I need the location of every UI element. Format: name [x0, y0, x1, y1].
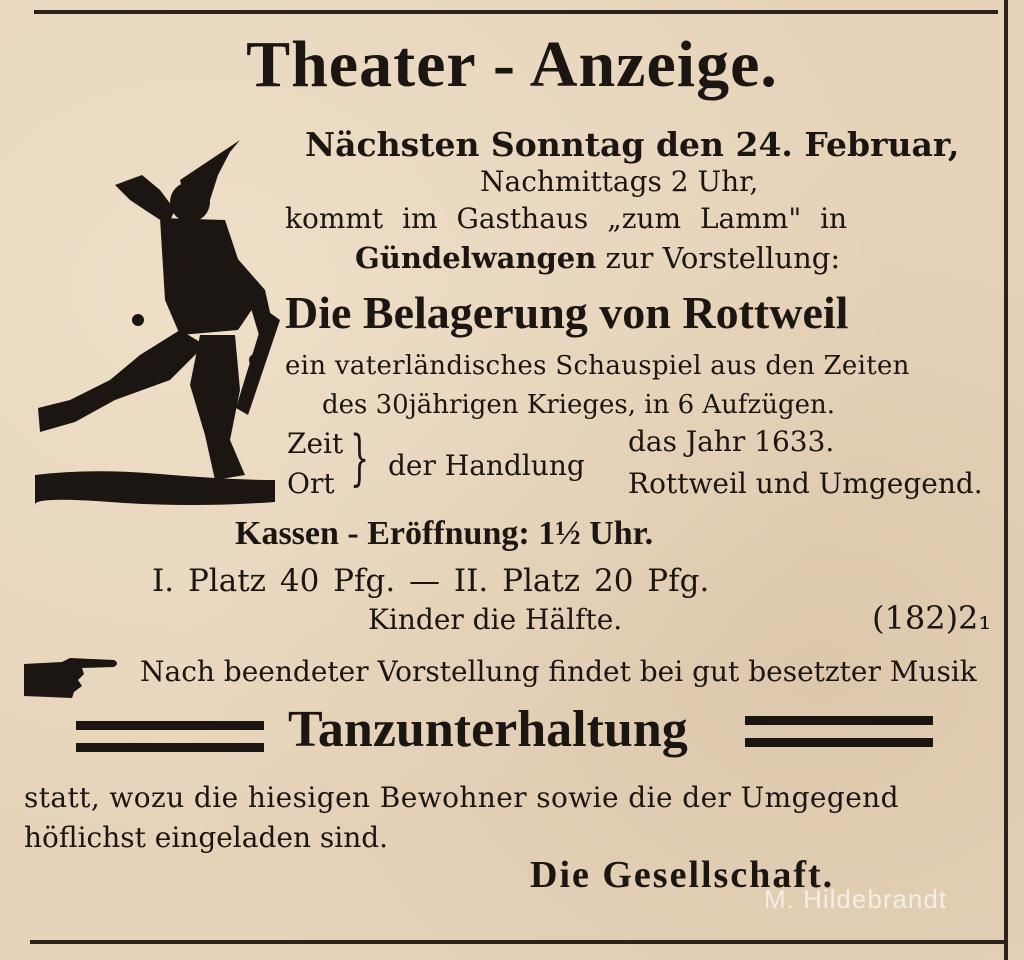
ad-title: Theater - Anzeige.: [246, 28, 778, 101]
bottom-rule: [30, 940, 1006, 944]
watermark: M. Hildebrandt: [764, 884, 948, 914]
play-title: Die Belagerung von Rottweil: [285, 287, 849, 338]
date-line: Nächsten Sonntag den 24. Februar,: [305, 125, 960, 164]
jester-silhouette: [30, 130, 290, 520]
play-desc-1: ein vaterländisches Schauspiel aus den Zeiten: [285, 351, 910, 381]
play-desc-2: des 30jährigen Krieges, in 6 Aufzügen.: [322, 390, 836, 420]
invite-line-2: höflichst eingeladen sind.: [24, 821, 389, 854]
time-line: Nachmittags 2 Uhr,: [480, 165, 759, 198]
place-rest: zur Vorstellung:: [596, 241, 841, 275]
handlung-label: der Handlung: [388, 449, 585, 482]
right-rule: [1004, 0, 1008, 960]
cashier-line: Kassen - Eröffnung: 1½ Uhr.: [235, 515, 654, 552]
prices-line: I. Platz 40 Pfg. — II. Platz 20 Pfg.: [152, 563, 710, 599]
ad-number: (182)2₁: [872, 599, 992, 637]
right-bar-top: [745, 716, 933, 725]
invite-line-1: statt, wozu die hiesigen Bewohner sowie die der Umgegend: [24, 781, 899, 814]
zeit-value: das Jahr 1633.: [628, 425, 835, 458]
zeit-label: Zeit: [287, 427, 344, 460]
after-show-line: Nach beendeter Vorstellung findet bei gut besetzter Musik: [140, 655, 977, 688]
children-line: Kinder die Hälfte.: [368, 603, 623, 636]
pointing-hand-icon: [22, 654, 122, 700]
right-bar-bottom: [745, 738, 933, 747]
place-line: [355, 241, 841, 275]
signature: Die Gesellschaft.: [530, 854, 835, 896]
left-bar-bottom: [76, 743, 264, 752]
top-rule: [34, 10, 998, 14]
brace: }: [350, 423, 370, 493]
ort-label: Ort: [287, 467, 335, 500]
venue-line: kommt im Gasthaus „zum Lamm" in: [285, 202, 848, 235]
left-bar-top: [76, 721, 264, 730]
town-name: Gündelwangen: [355, 241, 597, 275]
ort-value: Rottweil und Umgegend.: [628, 467, 983, 500]
dance-title: Tanzunterhaltung: [288, 701, 688, 758]
